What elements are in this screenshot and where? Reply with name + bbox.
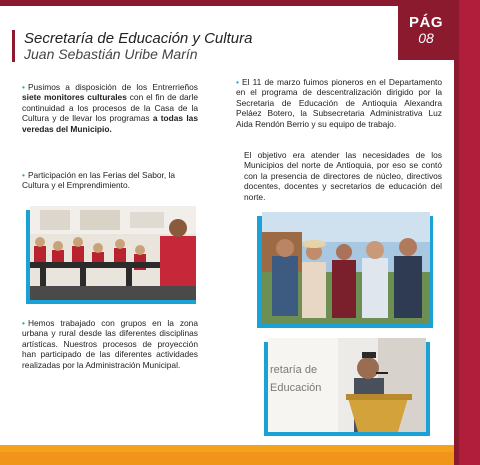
group-photo <box>262 212 430 324</box>
speaker-banner-text-1: retaría de <box>270 364 318 376</box>
music-class-photo <box>30 206 196 300</box>
page-title: Secretaría de Educación y Cultura <box>24 30 253 47</box>
page-badge <box>398 0 454 60</box>
page-label: PÁG <box>408 14 443 31</box>
footer-bar-shade <box>0 452 454 465</box>
bullet-icon: • <box>236 77 239 87</box>
right-stripe-inner <box>454 0 459 465</box>
left-paragraph-3: • Hemos trabajado con grupos en la zona urbana y rural desde las diferentes disciplinas artísticas. Nuestros procesos de proyección han participado de las diferentes actividades realizadas por la Administración Municipal. <box>22 318 198 370</box>
left-paragraph-1: • Pusimos a disposición de los Entrerrieños siete monitores culturales con el fin de darle continuidad a los procesos de la Casa de la Cultura y de llevar los programas a todas las veredas del Municipio. <box>22 82 198 134</box>
bullet-icon: • <box>22 170 25 180</box>
header-band-mask <box>0 6 398 20</box>
bullet-icon: • <box>22 82 25 92</box>
right-paragraph-2: El objetivo era atender las necesidades de los Municipios del norte de Antioquia, por eso se contó con la presencia de directores de núcleo, directivos docentes, docentes y secretarios de educación del norte. <box>244 150 442 202</box>
page-number: 08 <box>418 30 434 46</box>
music-class-illustration <box>30 206 196 300</box>
speaker-photo <box>268 338 426 432</box>
speaker-banner-text-2: Educación <box>270 382 322 394</box>
right-paragraph-1: • El 11 de marzo fuimos pioneros en el Departamento en el programa de descentralización dirigido por la Secretaria de Educación de Antioquia Alexandra Peláez Botero, la Subsecretaria Administrativa Luz Aida Rendón Berrio y su equipo de trabajo. <box>236 77 442 129</box>
group-photo-illustration <box>262 212 430 324</box>
header-rule <box>12 30 15 62</box>
bullet-icon: • <box>22 318 25 328</box>
left-paragraph-2: • Participación en las Ferias del Sabor, la Cultura y el Emprendimiento. <box>22 170 176 191</box>
page-subtitle: Juan Sebastián Uribe Marín <box>24 46 198 62</box>
